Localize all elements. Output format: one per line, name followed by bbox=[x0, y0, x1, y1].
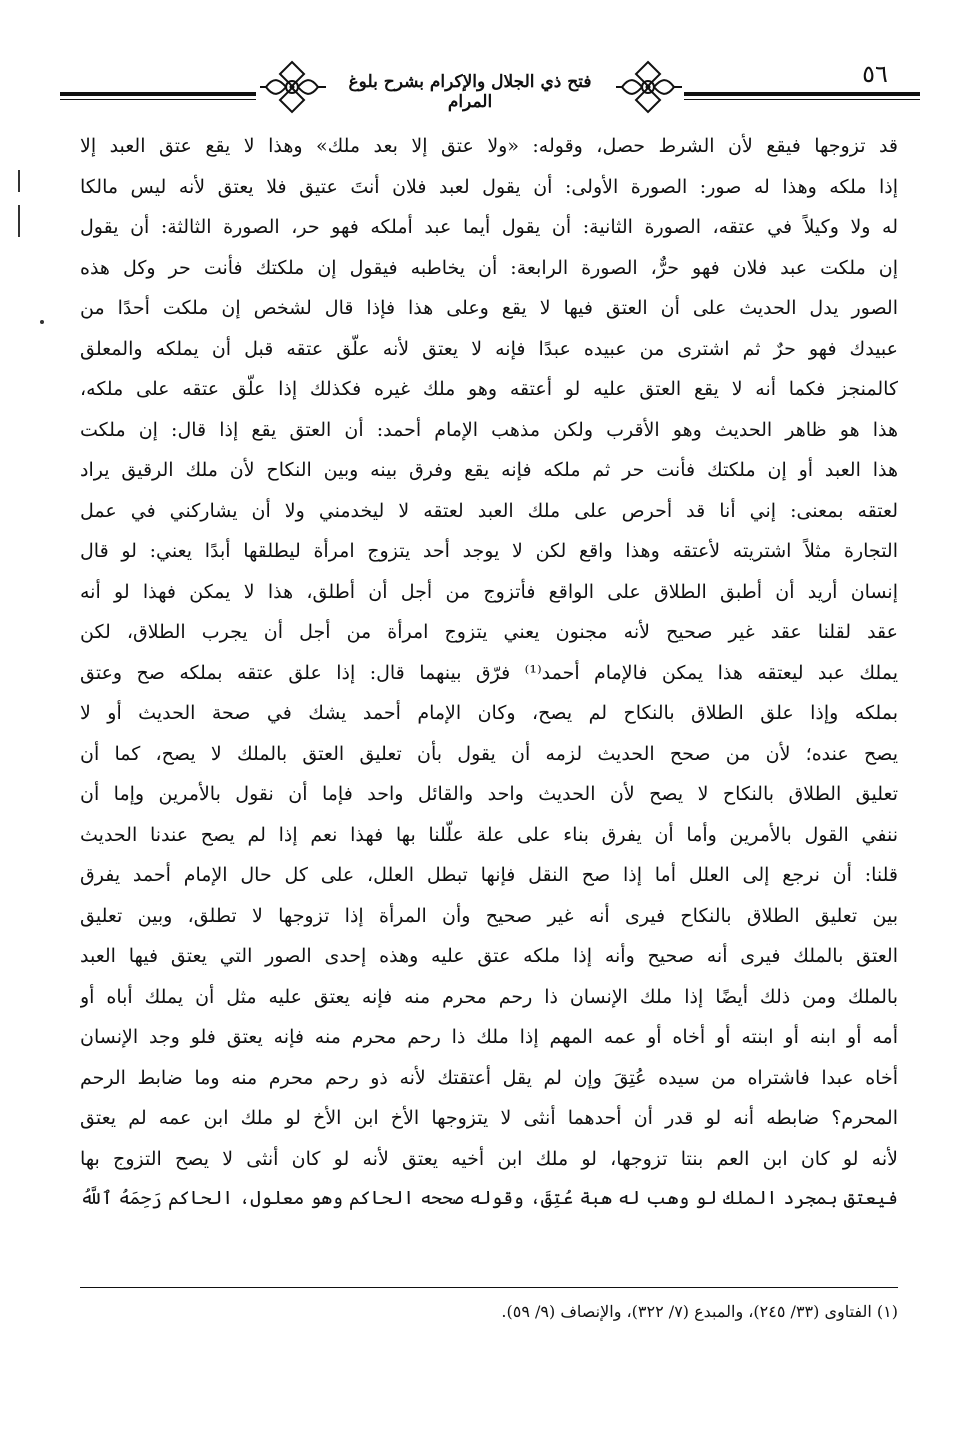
ornament-icon bbox=[612, 56, 684, 118]
text-line: هذا العبد أو إن ملكتك فأنت حر ثم ملكه فإنه يقع وفرق بينه وبين النكاح لأن ملك الرقيق يراد bbox=[80, 459, 898, 481]
scan-margin-mark bbox=[18, 170, 20, 192]
text-line: كالمنجز فكما أنه لا يقع العتق عليه لو أعتقه وهو ملك غيره فكذلك إذا علّق عتقه على ملكه، bbox=[80, 378, 898, 400]
page-number: ٥٦ bbox=[862, 60, 888, 88]
text-line: ننفي القول بالأمرين وأما أن يفرق بناء على علة علّلنا بها فهذا نعم إذا لم يصح عندنا الحديث bbox=[80, 823, 898, 846]
footnote-rule bbox=[80, 1287, 898, 1288]
text-line: قد تزوجها فيقع لأن الشرط حصل، وقوله: «ولا عتق إلا بعد ملك» وهذا لا يقع عتق العبد إلا bbox=[80, 135, 898, 157]
page-header bbox=[60, 52, 920, 122]
scan-margin-mark bbox=[18, 205, 20, 237]
text-line: يصح عنده؛ لأن من صحح الحديث لزمه أن يقول بأن تعليق العتق بالملك لا يصح، كما أن bbox=[80, 742, 898, 765]
text-line: الصور يدل الحديث على أن العتق فيها لا يقع وعلى هذا فإذا قال لشخص إن ملكت أحدًا من bbox=[80, 297, 898, 319]
text-line: لعتقه بمعنى: إني أنا قد أحرص على ملك العبد لعتقه لا ليخدمني ولا أن يشاركني في عمل bbox=[80, 499, 898, 522]
text-line: إذا ملكه وهذا له صور: الصورة الأولى: أن يقول لعبد فلان أنتَ عتيق فلا يعتق لأنه ليس مالكا bbox=[80, 175, 898, 198]
text-line: بملكه وإذا علق الطلاق بالنكاح لم يصح، وكان الإمام أحمد يشك في صحة الحديث أو لا bbox=[80, 702, 898, 724]
text-line: العتق بالملك فيرى أنه صحيح وأنه إذا ملكه عتق عليه وهذه إحدى الصور التي يعتق فيها العبد bbox=[80, 945, 898, 967]
text-line: فيعتق بمجرد الملك لو وهب له هبة عُتِقَ، وقوله صححه الحاكم وهو معلول، الحاكم رَحِمَهُ ٱللَّهُ bbox=[80, 1188, 898, 1209]
scan-margin-dot bbox=[40, 320, 44, 324]
text-line: يملك عبد ليعتقه هذا يمكن فالإمام أحمد⁽¹⁾ فرّق بينهما قال: إذا علق عتقه بملكه صح وعتق bbox=[80, 661, 898, 684]
text-line: لأنه لو كان ابن العم بنتا تزوجها، لو ملك ابن أخيه يعتق لأنه لو كان أنثى لا يصح التزوج بها bbox=[80, 1147, 898, 1170]
book-title: فتح ذي الجلال والإكرام بشرح بلوغ المرام bbox=[328, 70, 612, 114]
text-line: التجارة مثلاً اشتريته لأعتقه وهذا واقع لكن لا يوجد أحد يتزوج امرأة ليطلقها أبدًا يعني: لو قال bbox=[80, 540, 898, 562]
text-line: له ولا وكيلاً في عتقه، الصورة الثانية: أن يقول أيما عبد أملكه فهو حر، الصورة الثالثة: أن يقول bbox=[80, 216, 898, 238]
text-line: بين تعليق الطلاق بالنكاح فيرى أنه غير صحيح وأن المرأة إذا تزوجها لا تطلق، وبين تعليق bbox=[80, 904, 898, 927]
text-line: إن ملكت عبد فلان فهو حرٌّ، الصورة الرابعة: أن يخاطبه فيقول إن ملكتك فأنت حر وكل هذه bbox=[80, 256, 898, 279]
text-line: عقد لقلنا عقد غير صحيح لأنه مجنون يعني يتزوج امرأة من أجل أن يجرب الطلاق، لكن bbox=[80, 621, 898, 643]
text-line: إنسان أريد أن أطبق الطلاق على الواقع فأتزوج من أجل أن أطلق، هذا لا يمكن فهذا لو أنه bbox=[80, 580, 898, 603]
text-line: قلنا: أن نرجع إلى العلل أما إذا صح النقل فإنها تبطل العلل، على كل حال الإمام أحمد يفرق bbox=[80, 864, 898, 886]
text-line: عبيدك فهو حرٌ ثم اشترى من عبيده عبدًا فإنه لا يعتق لأنه علّق عتقه قبل أن يملكه والمعلق bbox=[80, 337, 898, 360]
text-line: هذا هو ظاهر الحديث وهو الأقرب ولكن مذهب الإمام أحمد: أن العتق يقع إذا قال: إن ملكت bbox=[80, 418, 898, 441]
body-text bbox=[80, 126, 898, 1220]
text-line: أخاه عبدا فاشتراه من سيده عُتِقَ وإن لم يقل أعتقتك لأنه ذو رحم محرم منه وما ضابط الرحم bbox=[80, 1066, 898, 1089]
text-line: أمه أو ابنه أو ابنته أو أخاه أو عمه المهم إذا ملك ذا رحم محرم منه فإنه يعتق فلو وجد الإنسان bbox=[80, 1026, 898, 1048]
text-line: بالملك ومن ذلك أيضًا إذا ملك الإنسان ذا رحم محرم منه فإنه يعتق عليه مثل أن يملك أباه أو bbox=[80, 985, 898, 1008]
ornament-icon bbox=[256, 56, 328, 118]
text-line: المحرم؟ ضابطه أنه لو قدر أن أحدهما أنثى لا يتزوجها الأخ ابن الأخ لو ملك ابن عمه لم يعتق bbox=[80, 1107, 898, 1129]
text-line: تعليق الطلاق بالنكاح لا يصح لأن الحديث واحد والقائل واحد فإما أن نقول بالأمرين وإما أن bbox=[80, 783, 898, 805]
footnote: (١) الفتاوى (٣٣/ ٢٤٥)، والمبدع (٧/ ٣٢٢)، والإنصاف (٩/ ٥٩). bbox=[501, 1302, 898, 1321]
